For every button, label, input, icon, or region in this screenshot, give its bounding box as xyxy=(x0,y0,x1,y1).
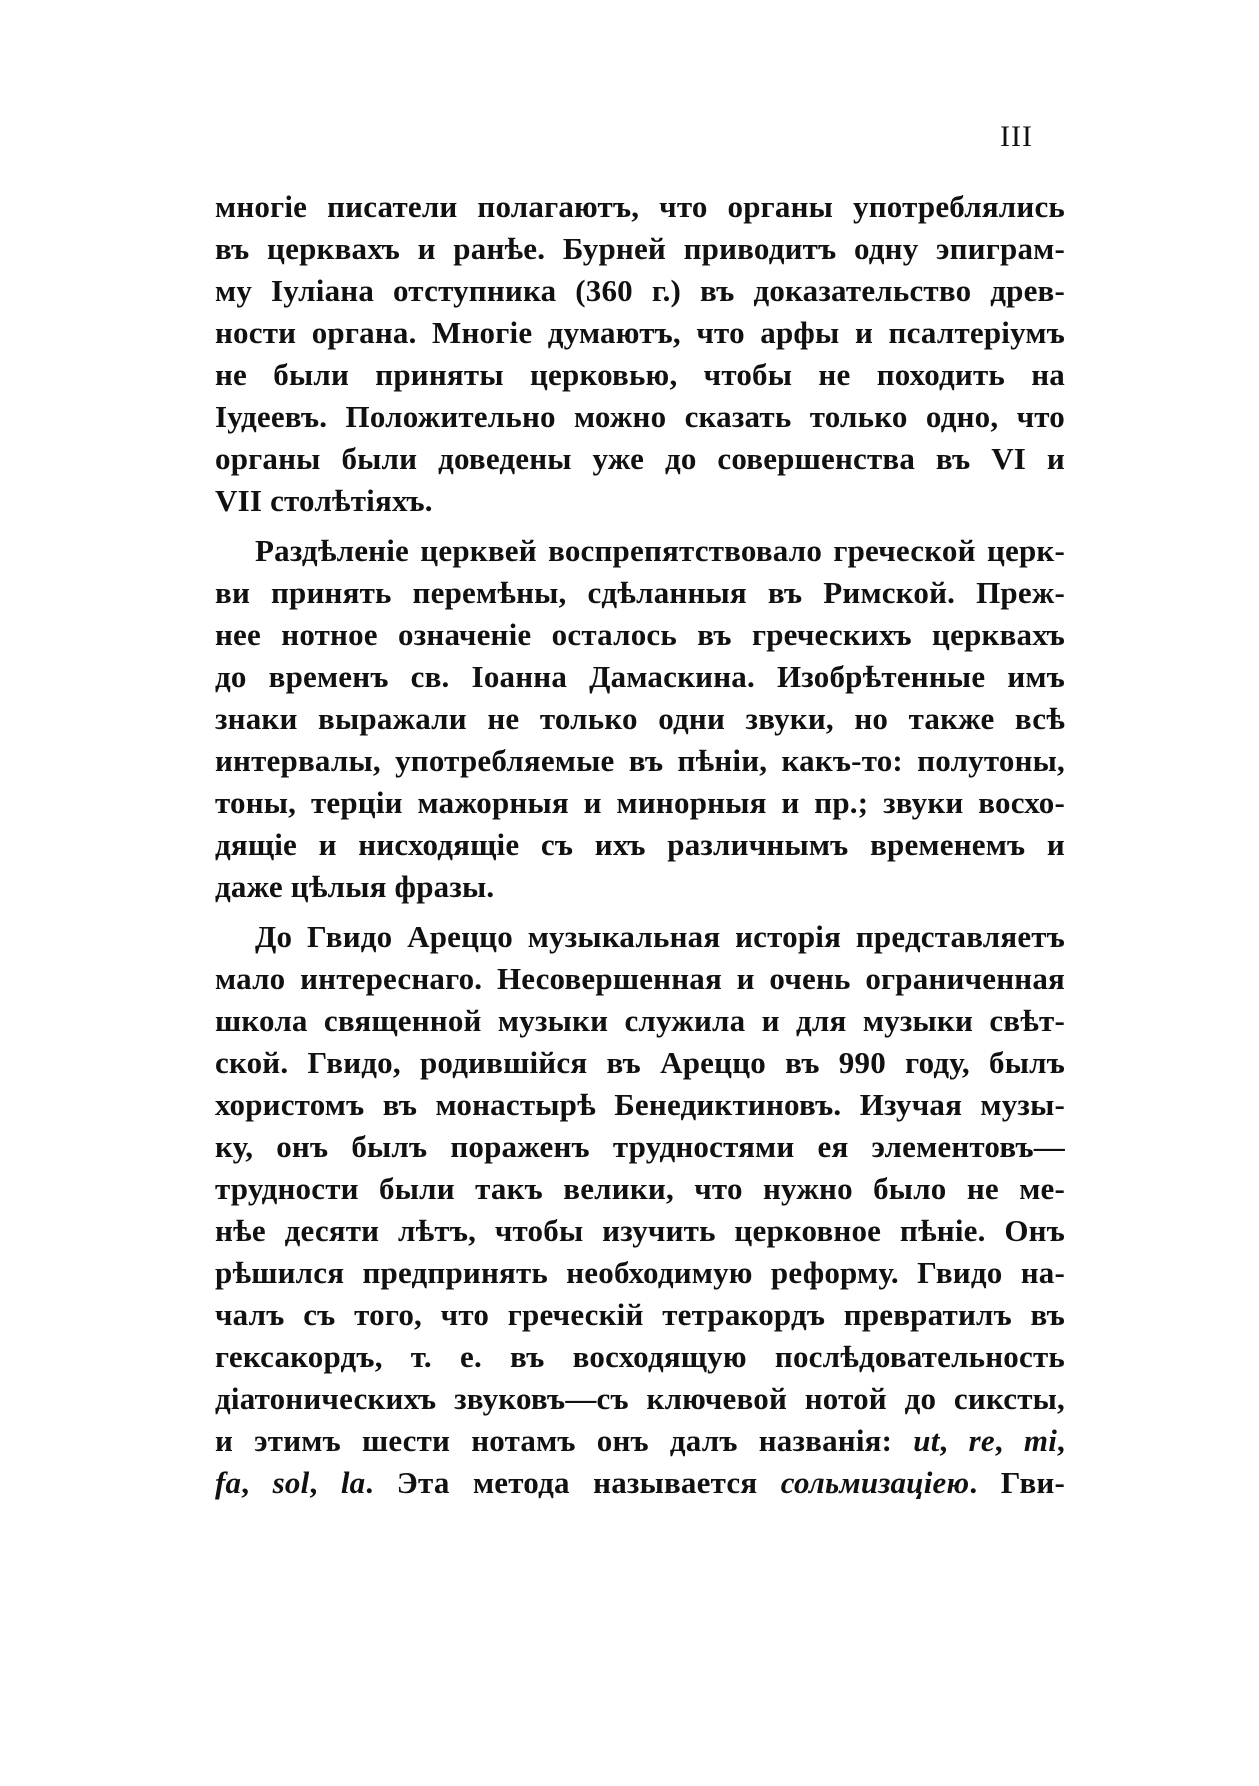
text-line: не были приняты церковью, чтобы не походить на xyxy=(215,357,1065,392)
text-line: чалъ съ того, что греческій тетракордъ превратилъ въ xyxy=(215,1297,1065,1332)
text-line: нее нотное означеніе осталось въ греческихъ церквахъ xyxy=(215,617,1065,652)
syllable-mi: mi xyxy=(1023,1423,1058,1458)
text-line: ку, онъ былъ пораженъ трудностями ея элементовъ— xyxy=(215,1129,1065,1164)
term-solmization: сольмизаціею xyxy=(780,1465,970,1500)
text-line: органы были доведены уже до совершенства въ VI и xyxy=(215,441,1065,476)
syllable-re: re xyxy=(968,1423,995,1458)
text-line: До Гвидо Ареццо музыкальная исторія представляетъ xyxy=(255,919,1065,954)
text-line: нѣе десяти лѣтъ, чтобы изучить церковное пѣніе. Онъ xyxy=(215,1213,1065,1248)
text-line: интервалы, употребляемые въ пѣніи, какъ-то: полутоны, xyxy=(215,743,1065,778)
text-line: Раздѣленіе церквей воспрепятствовало греческой церк- xyxy=(255,533,1065,568)
text-line-solmization: и этимъ шести нотамъ онъ далъ названія: ut, re, mi, xyxy=(215,1423,1065,1458)
text-line: хористомъ въ монастырѣ Бенедиктиновъ. Изучая музы- xyxy=(215,1087,1065,1122)
text-line: Іудеевъ. Положительно можно сказать только одно, что xyxy=(215,399,1065,434)
text-line: діатоническихъ звуковъ—съ ключевой нотой до сиксты, xyxy=(215,1381,1065,1416)
text-line: ности органа. Многіе думаютъ, что арфы и псалтеріумъ xyxy=(215,315,1065,350)
text-line: многіе писатели полагаютъ, что органы употреблялись xyxy=(215,189,1065,224)
text-line: школа священной музыки служила и для музыки свѣт- xyxy=(215,1003,1065,1038)
text-line: до временъ св. Іоанна Дамаскина. Изобрѣтенные имъ xyxy=(215,659,1065,694)
text-line: дящіе и нисходящіе съ ихъ различнымъ временемъ и xyxy=(215,827,1065,862)
text-line: ви принять перемѣны, сдѣланныя въ Римской. Преж- xyxy=(215,575,1065,610)
text-line: знаки выражали не только одни звуки, но также всѣ xyxy=(215,701,1065,736)
text-line: VII столѣтіяхъ. xyxy=(215,483,433,518)
syllable-la: la xyxy=(340,1465,366,1500)
text-line: гексакордъ, т. е. въ восходящую послѣдовательность xyxy=(215,1339,1065,1374)
text-line: мало интереснаго. Несовершенная и очень ограниченная xyxy=(215,961,1065,996)
text-line: му Іуліана отступника (360 г.) въ доказательство древ- xyxy=(215,273,1065,308)
text-line-final: fa, sol, la. Эта метода называется сольмизаціею. Гви- xyxy=(215,1465,1066,1500)
text-line: трудности были такъ велики, что нужно было не ме- xyxy=(215,1171,1065,1206)
paragraph-3 xyxy=(215,916,1065,1504)
page-number: III xyxy=(1000,120,1033,153)
syllable-fa: fa xyxy=(215,1465,242,1500)
paragraph-2 xyxy=(215,530,1065,908)
line-text: . Эта метода называется xyxy=(365,1465,758,1500)
text-line: ской. Гвидо, родившійся въ Ареццо въ 990 году, былъ xyxy=(215,1045,1065,1080)
line-text: и этимъ шести нотамъ онъ далъ названія: xyxy=(215,1423,893,1458)
text-line: даже цѣлыя фразы. xyxy=(215,869,495,904)
line-text: . Гви- xyxy=(969,1465,1066,1500)
text-block xyxy=(215,186,1065,1504)
syllable-sol: sol xyxy=(272,1465,310,1500)
paragraph-1 xyxy=(215,186,1065,522)
text-line: тоны, терціи мажорныя и минорныя и пр.; звуки восхо- xyxy=(215,785,1065,820)
syllable-ut: ut xyxy=(913,1423,940,1458)
text-line: въ церквахъ и ранѣе. Бурней приводитъ одну эпиграм- xyxy=(215,231,1065,266)
text-line: рѣшился предпринять необходимую реформу. Гвидо на- xyxy=(215,1255,1065,1290)
